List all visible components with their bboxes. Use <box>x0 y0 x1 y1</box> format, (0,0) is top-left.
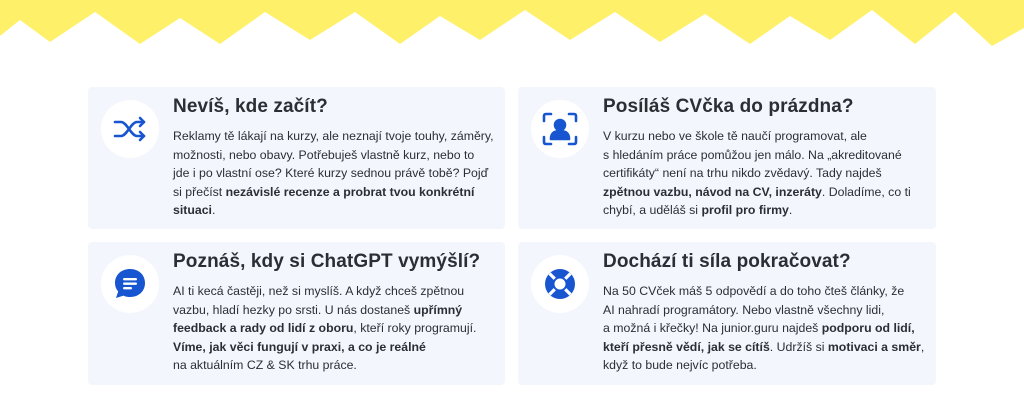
body-text: certifikáty“ není na trhu nikdo zvědavý. Tady najdeš <box>603 166 882 181</box>
body-text: V kurzu nebo ve škole tě naučí programovat, ale <box>603 129 867 143</box>
card-title: Nevíš, kde začít? <box>173 96 328 117</box>
emphasis-text: nezávislé recenze a probrat tvou konkrétní <box>225 184 475 199</box>
card-text <box>603 282 943 375</box>
body-text: jde i po vlastní ose? Které kurzy sednou právě tobě? Pojď <box>173 166 489 181</box>
lifebuoy-icon <box>531 255 589 313</box>
card-start-help <box>88 87 505 229</box>
body-text: . Udržíš si <box>769 339 828 354</box>
body-text: . Doladíme, co ti <box>821 184 911 199</box>
body-text: a možná i křečky! Na junior.guru najdeš <box>603 321 822 336</box>
card-title: Posíláš CVčka do prázdna? <box>603 96 854 117</box>
body-text: . <box>788 203 793 218</box>
body-text: , kteří roky programují. <box>353 321 477 336</box>
emphasis-text: motivaci a směr <box>827 339 921 354</box>
person-scan-icon <box>531 100 589 158</box>
emphasis-text: podporu od lidí, <box>821 321 915 336</box>
card-text <box>173 127 513 220</box>
emphasis-text: kteří přesně vědí, jak se cítíš <box>603 339 770 354</box>
chat-icon <box>101 255 159 313</box>
body-text: Reklamy tě lákají na kurzy, ale neznají tvoje touhy, záměry, <box>173 129 494 143</box>
emphasis-text: situaci <box>173 203 212 218</box>
card-text <box>173 282 513 375</box>
zigzag-banner <box>0 0 1024 48</box>
card-motivation-help <box>518 242 936 385</box>
emphasis-text: zpětnou vazbu, návod na CV, inzeráty <box>603 184 822 199</box>
emphasis-text: feedback a rady od lidí z oboru <box>173 321 354 336</box>
body-text: , <box>920 339 925 354</box>
body-text: Na 50 CVček máš 5 odpovědí a do toho čteš články, že <box>603 284 905 298</box>
body-text: chybí, a uděláš si <box>603 203 702 218</box>
card-ai-help <box>88 242 505 385</box>
body-text: AI ti kecá častěji, než si myslíš. A když chceš zpětnou <box>173 284 465 298</box>
card-text <box>603 127 943 220</box>
emphasis-text: upřímný <box>413 302 463 317</box>
body-text: vazbu, hladí hezky po srsti. U nás dostaneš <box>173 302 414 317</box>
body-text: možnosti, nebo obavy. Potřebuješ vlastně kurz, nebo to <box>173 147 475 162</box>
card-cv-help <box>518 87 936 229</box>
body-text: AI nahradí programátory. Nebo vlastně všechny lidi, <box>603 302 885 317</box>
body-text: s hledáním práce pomůžou jen málo. Na „akreditované <box>603 147 902 162</box>
body-text: . <box>211 203 216 218</box>
body-text: si přečíst <box>173 184 226 199</box>
shuffle-icon <box>101 100 159 158</box>
body-text: na aktuálním CZ & SK trhu práce. <box>173 358 357 373</box>
card-title: Dochází ti síla pokračovat? <box>603 251 851 272</box>
emphasis-text: Víme, jak věci fungují v praxi, a co je reálné <box>173 339 426 354</box>
card-title: Poznáš, kdy si ChatGPT vymýšlí? <box>173 251 481 272</box>
emphasis-text: profil pro firmy <box>701 203 789 218</box>
body-text: když to bude nejvíc potřeba. <box>603 358 757 373</box>
